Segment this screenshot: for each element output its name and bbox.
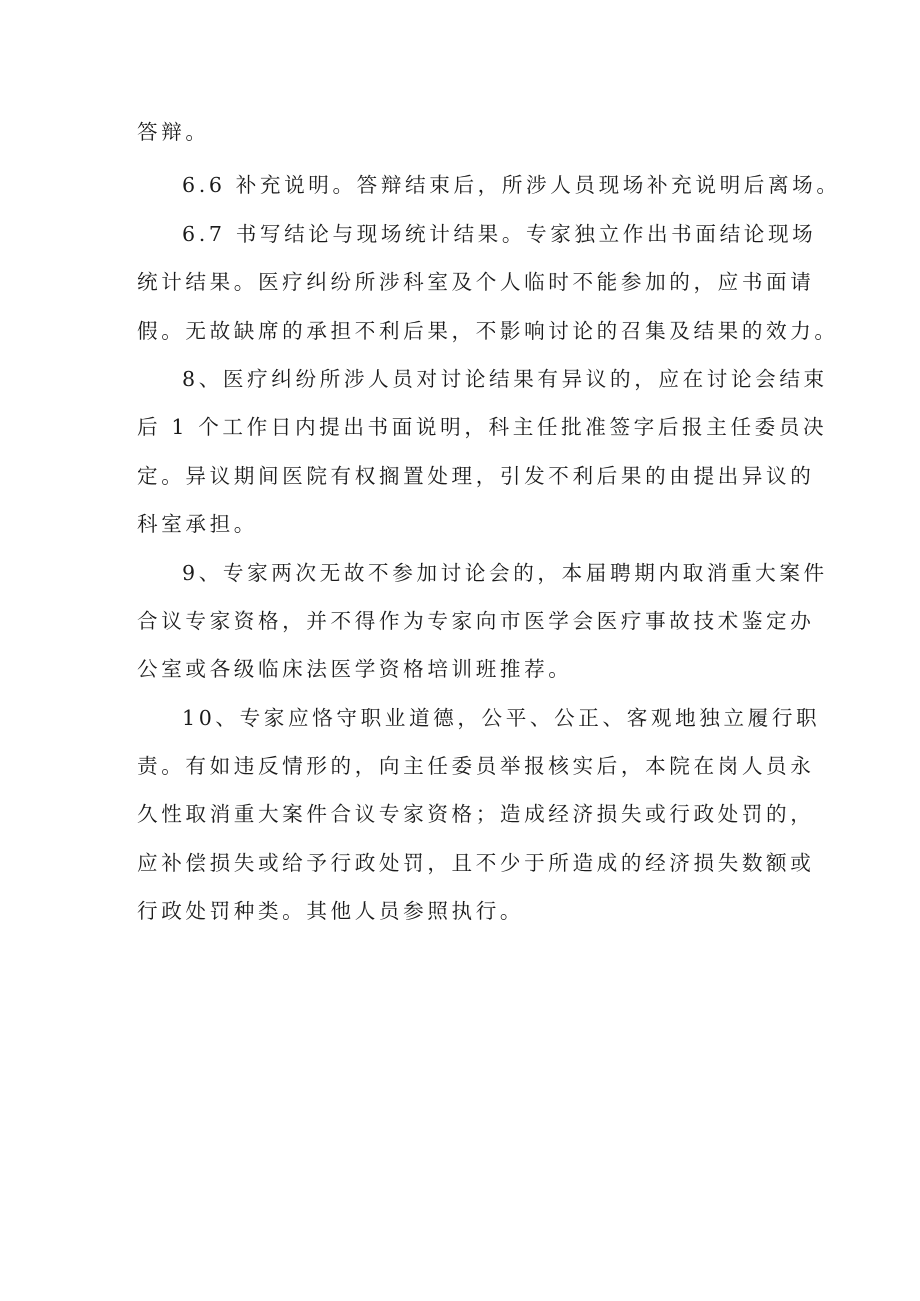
- text-line: 统计结果。医疗纠纷所涉科室及个人临时不能参加的，应书面请: [137, 270, 815, 295]
- clause-8-line: 8、医疗纠纷所涉人员对讨论结果有异议的，应在讨论会结束: [182, 366, 828, 391]
- text-line: 合议专家资格，并不得作为专家向市医学会医疗事故技术鉴定办: [137, 608, 815, 633]
- clause-9-line: 9、专家两次无故不参加讨论会的，本届聘期内取消重大案件: [182, 560, 828, 585]
- clause-10-line: 10、专家应恪守职业道德，公平、公正、客观地独立履行职: [182, 705, 821, 730]
- text-line: 公室或各级临床法医学资格培训班推荐。: [137, 657, 573, 682]
- text-line: 行政处罚种类。其他人员参照执行。: [137, 899, 525, 924]
- document-body: [137, 108, 841, 936]
- text-line: 久性取消重大案件合议专家资格；造成经济损失或行政处罚的，: [137, 802, 815, 827]
- text-line: 答辩。: [137, 120, 210, 144]
- text-line: 责。有如违反情形的，向主任委员举报核实后，本院在岗人员永: [137, 754, 815, 779]
- text-line: 科室承担。: [137, 512, 258, 537]
- text-line: 后 1 个工作日内提出书面说明，科主任批准签字后报主任委员决: [137, 415, 828, 440]
- text-line: 定。异议期间医院有权搁置处理，引发不利后果的由提出异议的: [137, 463, 815, 488]
- clause-6-6-line: 6.6 补充说明。答辩结束后，所涉人员现场补充说明后离场。: [182, 173, 841, 198]
- text-line: 应补偿损失或给予行政处罚，且不少于所造成的经济损失数额或: [137, 850, 815, 875]
- clause-6-7-line: 6.7 书写结论与现场统计结果。专家独立作出书面结论现场: [182, 221, 817, 246]
- text-line: 假。无故缺席的承担不利后果，不影响讨论的召集及结果的效力。: [137, 318, 839, 343]
